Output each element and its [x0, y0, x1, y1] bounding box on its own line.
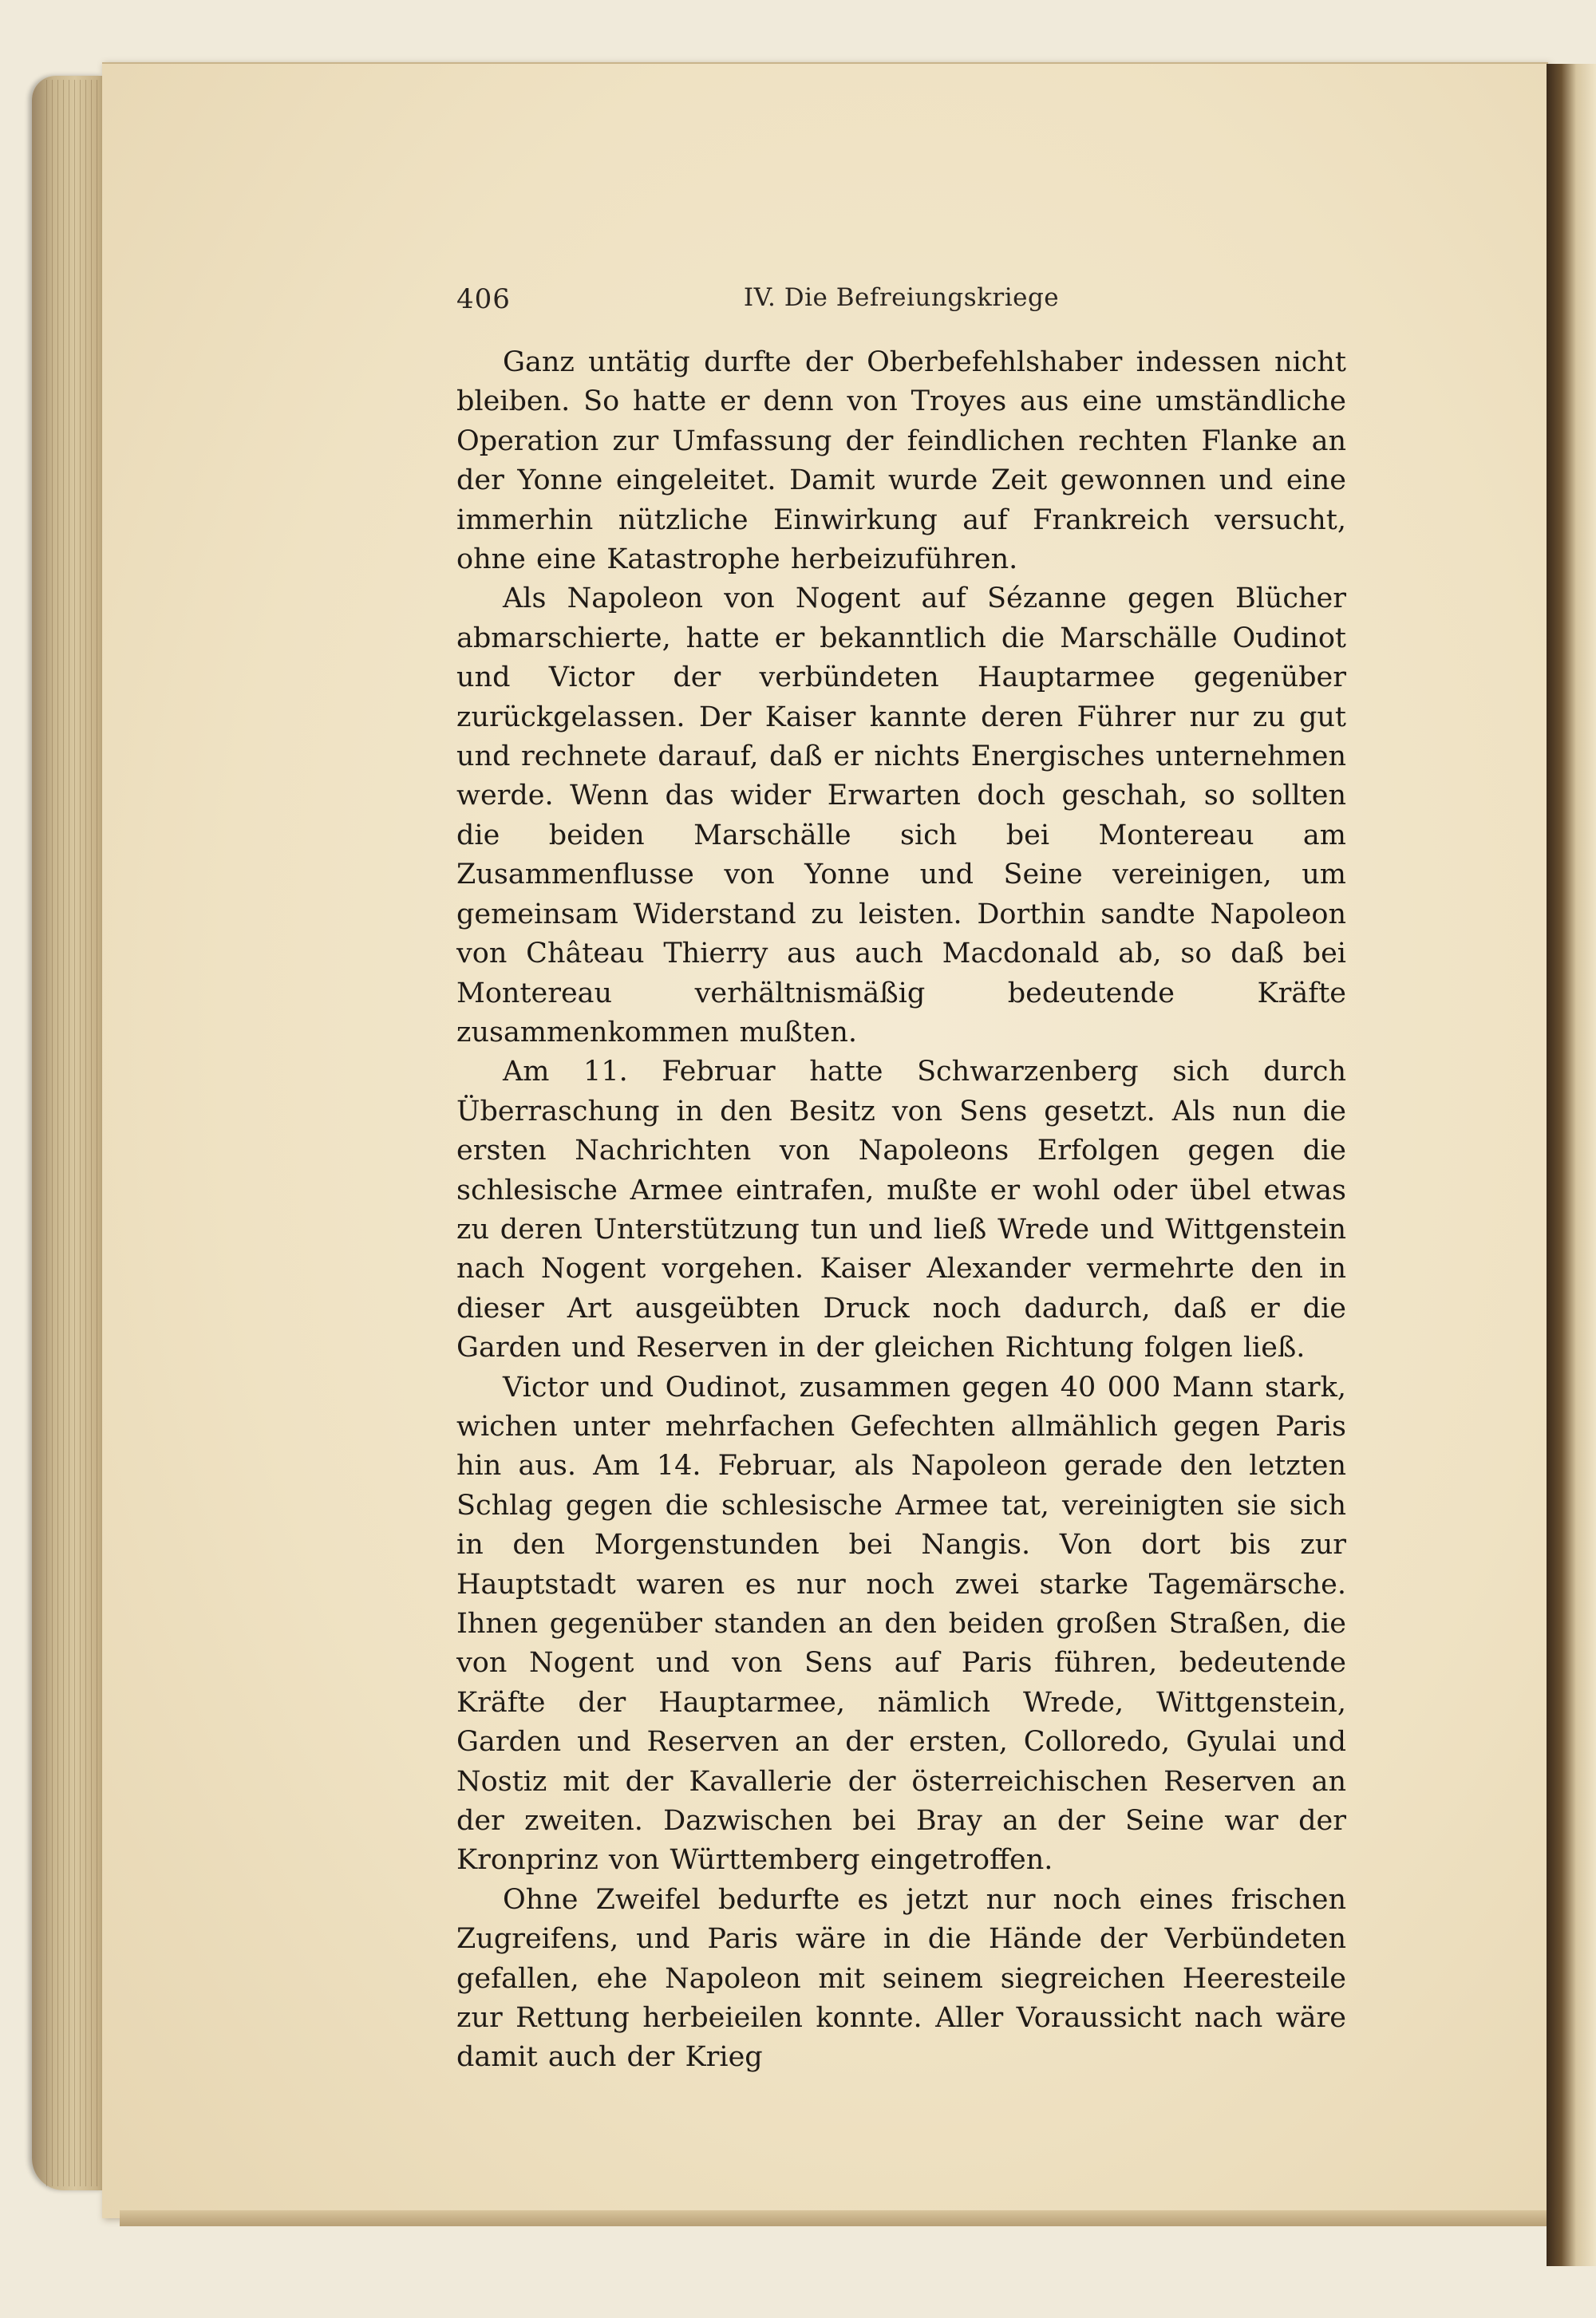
page-edge-stack: [46, 80, 110, 2186]
book-spine-shadow: [1547, 64, 1596, 2266]
page-header: [456, 283, 1346, 323]
paragraph: Als Napoleon von Nogent auf Sézanne gegen Blücher abmarschierte, hatte er bekanntlich die Marschälle Oudinot und Victor der verbündeten Hauptarmee gegenüber zurückgelassen. Der Kaiser kannte deren Führer nur zu gut und rechnete darauf, daß er nichts Energisches unternehmen werde. Wenn das wider Erwarten doch geschah, so sollten die beiden Marschälle sich bei Montereau am Zusammenflusse von Yonne und Seine vereinigen, um gemeinsam Widerstand zu leisten. Dorthin sandte Napoleon von Château Thierry aus auch Macdonald ab, so daß bei Montereau verhältnismäßig bedeutende Kräfte zusammenkommen mußten.: [456, 582, 1346, 1048]
paragraph: Victor und Oudinot, zusammen gegen 40 000 Mann stark, wichen unter mehrfachen Gefechten allmählich gegen Paris hin aus. Am 14. Februar, als Napoleon gerade den letzten Schlag gegen die schlesische Armee tat, vereinigten sie sich in den Morgenstunden bei Nangis. Von dort bis zur Hauptstadt waren es nur noch zwei starke Tagemärsche. Ihnen gegenüber standen an den beiden großen Straßen, die von Nogent und von Sens auf Paris führen, bedeutende Kräfte der Hauptarmee, nämlich Wrede, Wittgenstein, Garden und Reserven an der ersten, Colloredo, Gyulai und Nostiz mit der Kavallerie der österreichischen Reserven an der zweiten. Dazwischen bei Bray an der Seine war der Kronprinz von Württemberg eingetroffen.: [456, 1371, 1346, 1877]
paragraph: Ohne Zweifel bedurfte es jetzt nur noch eines frischen Zugreifens, und Paris wäre in die Hände der Verbündeten gefallen, ehe Napoleon mit seinem siegreichen Heeresteile zur Rettung herbeieilen konnte. Aller Voraussicht nach wäre damit auch der Krieg: [456, 1883, 1346, 2074]
body-text: [456, 343, 1346, 2078]
paragraph: Ganz untätig durfte der Oberbefehlshaber indessen nicht bleiben. So hatte er denn von Troyes aus eine umständliche Operation zur Umfassung der feindlichen rechten Flanke an der Yonne eingeleitet. Damit wurde Zeit gewonnen und eine immerhin nützliche Einwirkung auf Frankreich versucht, ohne eine Katastrophe herbeizuführen.: [456, 346, 1346, 576]
page-bottom-edge: [120, 2210, 1548, 2226]
paragraph: Am 11. Februar hatte Schwarzenberg sich durch Überraschung in den Besitz von Sens gesetzt. Als nun die ersten Nachrichten von Napoleons Erfolgen gegen die schlesische Armee eintrafen, mußte er wohl oder übel etwas zu deren Unterstützung tun und ließ Wrede und Wittgenstein nach Nogent vorgehen. Kaiser Alexander vermehrte den in dieser Art ausgeübten Druck noch dadurch, daß er die Garden und Reserven in der gleichen Richtung folgen ließ.: [456, 1056, 1346, 1364]
running-head: IV. Die Befreiungskriege: [743, 283, 1060, 312]
page-number: 406: [456, 283, 511, 315]
